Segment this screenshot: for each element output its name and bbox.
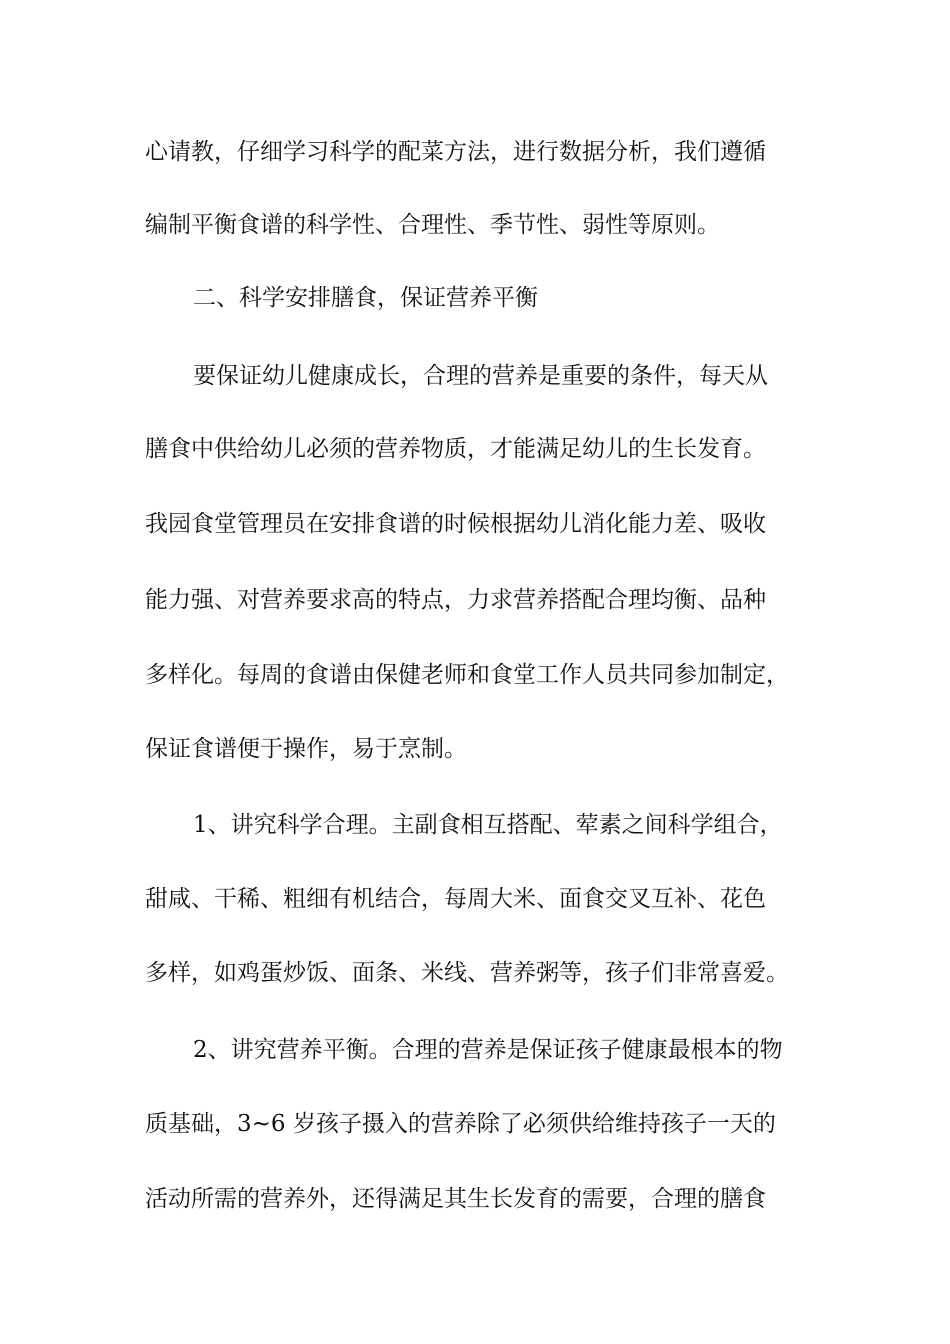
paragraph-line: 活动所需的营养外，还得满足其生长发育的需要，合理的膳食 [145,1186,766,1212]
paragraph-line: 甜咸、干稀、粗细有机结合，每周大米、面食交叉互补、花色 [145,886,766,912]
paragraph-line: 要保证幼儿健康成长，合理的营养是重要的条件，每天从 [193,363,768,389]
list-item-line: 1、讲究科学合理。主副食相互搭配、荤素之间科学组合， [193,812,783,838]
paragraph-line: 能力强、对营养要求高的特点，力求营养搭配合理均衡、品种 [145,587,766,613]
paragraph-line: 保证食谱便于操作，易于烹制。 [145,736,467,762]
paragraph-line: 质基础，3~6 岁孩子摄入的营养除了必须供给维持孩子一天的 [145,1111,776,1137]
list-item-line: 2、讲究营养平衡。合理的营养是保证孩子健康最根本的物 [193,1037,783,1063]
paragraph-line: 编制平衡食谱的科学性、合理性、季节性、弱性等原则。 [145,212,720,238]
paragraph-line: 我园食堂管理员在安排食谱的时候根据幼儿消化能力差、吸收 [145,511,766,537]
section-heading: 二、科学安排膳食，保证营养平衡 [193,285,538,311]
paragraph-line: 多样，如鸡蛋炒饭、面条、米线、营养粥等，孩子们非常喜爱。 [145,960,789,986]
paragraph-line: 多样化。每周的食谱由保健老师和食堂工作人员共同参加制定， [145,662,789,688]
paragraph-line: 心请教，仔细学习科学的配菜方法，进行数据分析，我们遵循 [145,139,766,165]
paragraph-line: 膳食中供给幼儿必须的营养物质，才能满足幼儿的生长发育。 [145,436,766,462]
